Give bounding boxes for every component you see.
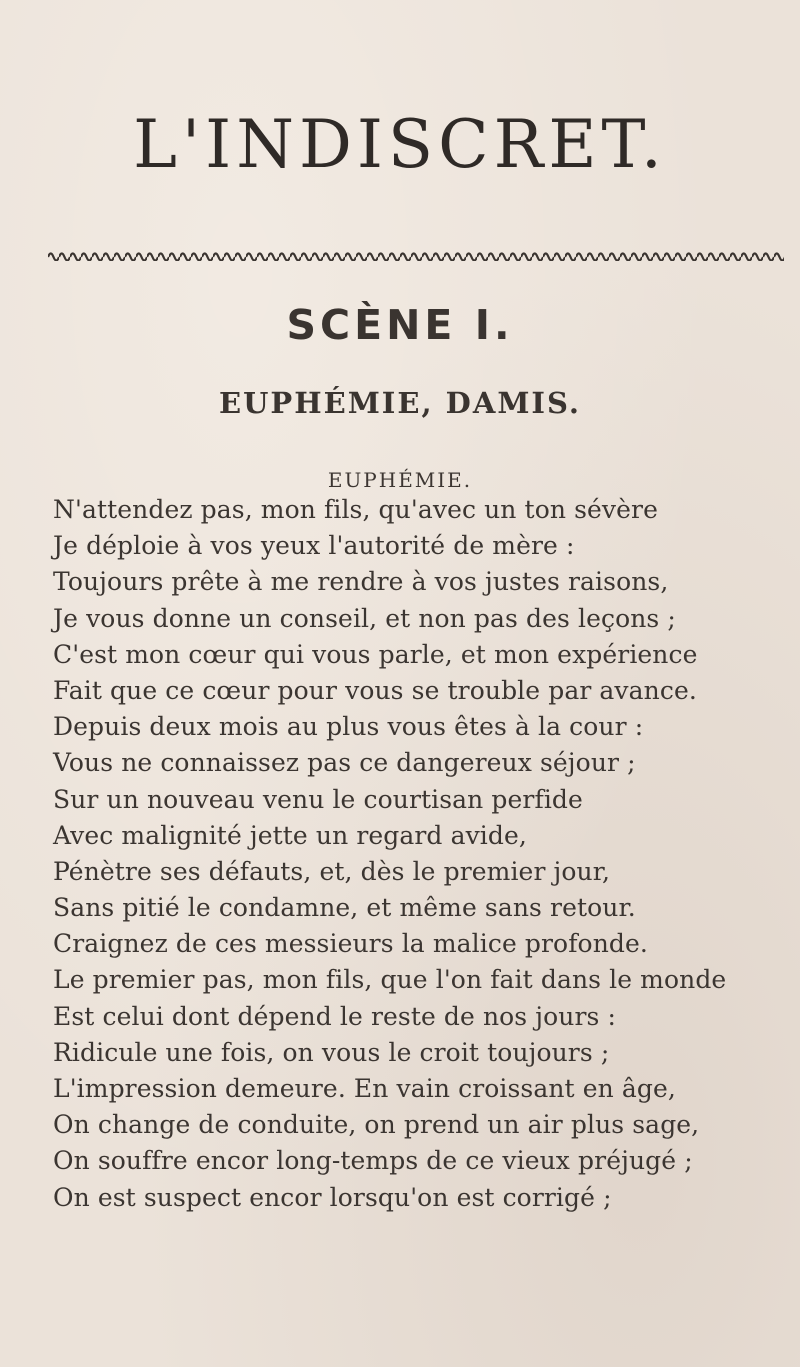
verse-line: On est suspect encor lorsqu'on est corrigé ; bbox=[53, 1182, 612, 1212]
verse-line: Craignez de ces messieurs la malice profonde. bbox=[53, 929, 648, 959]
characters-heading: EUPHÉMIE, DAMIS. bbox=[219, 386, 581, 420]
verse-line: Est celui dont dépend le reste de nos jours : bbox=[53, 1001, 617, 1031]
verse-line: Le premier pas, mon fils, que l'on fait dans le monde bbox=[53, 965, 727, 995]
verse-line: Je vous donne un conseil, et non pas des leçons ; bbox=[53, 603, 676, 633]
verse-line: N'attendez pas, mon fils, qu'avec un ton sévère bbox=[53, 495, 658, 524]
decorative-rule bbox=[48, 249, 784, 261]
verse-line: Pénètre ses défauts, et, dès le premier jour, bbox=[53, 856, 611, 886]
verse-line: Avec malignité jette un regard avide, bbox=[53, 820, 527, 850]
verse-line: On change de conduite, on prend un air plus sage, bbox=[53, 1110, 700, 1140]
verse-line: On souffre encor long-temps de ce vieux préjugé ; bbox=[53, 1146, 693, 1176]
verse-line: Fait que ce cœur pour vous se trouble par avance. bbox=[53, 675, 697, 705]
verse-line: Sur un nouveau venu le courtisan perfide bbox=[53, 784, 583, 814]
verse-line: Je déploie à vos yeux l'autorité de mère : bbox=[53, 531, 575, 561]
speaker-name: EUPHÉMIE. bbox=[327, 468, 473, 492]
verse-line: Sans pitié le condamne, et même sans retour. bbox=[53, 893, 636, 923]
verse-line: Depuis deux mois au plus vous êtes à la cour : bbox=[53, 712, 644, 742]
verse-line: Toujours prête à me rendre à vos justes raisons, bbox=[53, 567, 669, 597]
verse-line: C'est mon cœur qui vous parle, et mon expérience bbox=[53, 639, 698, 669]
verse-list bbox=[53, 492, 783, 1216]
verse-line: L'impression demeure. En vain croissant en âge, bbox=[53, 1074, 676, 1103]
verse-line: Vous ne connaissez pas ce dangereux séjour ; bbox=[53, 748, 636, 778]
verse-line: Ridicule une fois, on vous le croit toujours ; bbox=[53, 1037, 610, 1067]
scene-heading: SCÈNE I. bbox=[286, 301, 514, 349]
play-title: L'INDISCRET. bbox=[133, 106, 667, 183]
